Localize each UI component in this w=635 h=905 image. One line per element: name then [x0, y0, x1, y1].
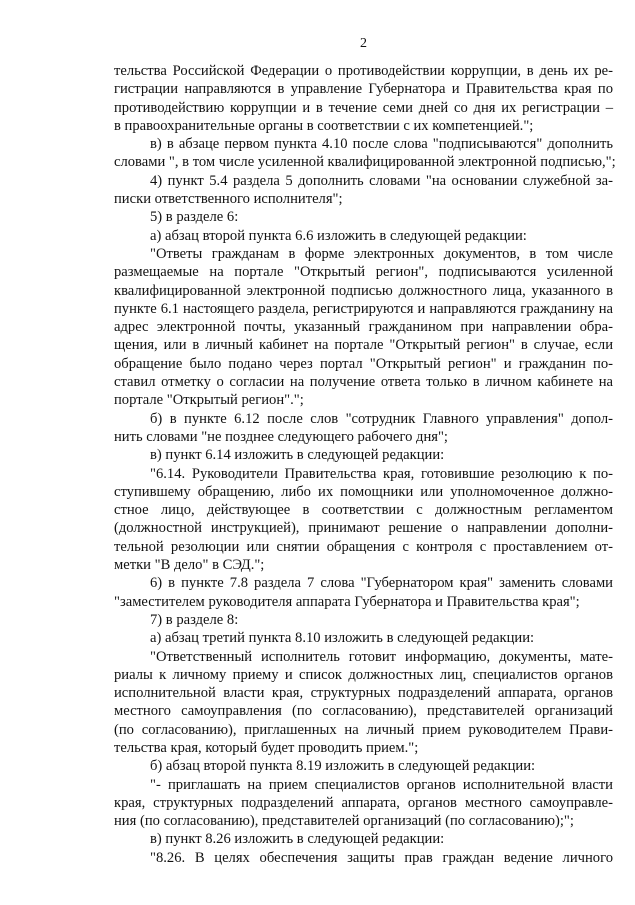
text-line: в правоохранительные органы в соответствии с их компетенцией.";	[114, 117, 534, 134]
text-line: б) абзац второй пункта 8.19 изложить в следующей редакции:	[150, 758, 536, 775]
text-line: тельства края, который будет проводить прием.";	[114, 739, 419, 756]
text-line: обращение было подано через портал "Открытый регион" и гражданин по-	[114, 355, 613, 372]
text-line: стное лицо, действующее в соответствии с должностным регламентом	[114, 502, 613, 519]
text-line: размещаемые на портале "Открытый регион", подписываются усиленной	[114, 264, 613, 281]
text-line: квалифицированной электронной подписью должностного лица, указанного в	[114, 282, 613, 299]
text-line: адрес электронной почты, указанный гражданином при направлении обра-	[114, 319, 613, 336]
text-line: 6) в пункте 7.8 раздела 7 слова "Губернатором края" заменить словами	[150, 575, 613, 592]
text-line: ставил отметку о согласии на получение ответа только в личном кабинете на	[114, 374, 613, 391]
text-line: щения, или в личный кабинет на портале "Открытый регион" в случае, если	[114, 337, 613, 354]
page-number: 2	[360, 36, 367, 51]
text-line: гистрации направляются в управление Губернатора и Правительства края по	[114, 81, 613, 98]
text-line: (должностной инструкцией), принимают решение о направлении дополни-	[114, 520, 613, 537]
text-line: тельной резолюции или снятии обращения с контроля с проставлением от-	[114, 538, 613, 555]
text-line: местного самоуправления (по согласованию), представителей организаций	[114, 703, 613, 720]
text-line: б) в пункте 6.12 после слов "сотрудник Главного управления" допол-	[150, 410, 613, 427]
text-line: писки ответственного исполнителя";	[114, 191, 343, 208]
text-line: в) пункт 8.26 изложить в следующей редакции:	[150, 831, 445, 848]
text-line: портале "Открытый регион".";	[114, 392, 304, 409]
text-line: 5) в разделе 6:	[150, 209, 239, 226]
text-line: а) абзац третий пункта 8.10 изложить в следующей редакции:	[150, 630, 535, 647]
text-line: 4) пункт 5.4 раздела 5 дополнить словами "на основании служебной за-	[150, 172, 613, 189]
text-line: метки "В дело" в СЭД.";	[114, 557, 265, 574]
text-line: пункте 6.1 настоящего раздела, регистрируются и направляются гражданину на	[114, 300, 613, 317]
text-line: противодействию коррупции и в течение семи дней со дня их регистрации –	[114, 99, 613, 116]
text-line: "Ответственный исполнитель готовит информацию, документы, мате-	[150, 648, 613, 665]
text-line: ния (по согласованию), представителей организаций (по согласованию);";	[114, 813, 574, 830]
text-line: 7) в разделе 8:	[150, 611, 239, 628]
text-line: ступившему обращению, либо их помощники или уполномоченное должно-	[114, 483, 613, 500]
text-line: (по согласованию), приглашенных на личный прием руководителем Прави-	[114, 721, 613, 738]
text-line: "6.14. Руководители Правительства края, готовившие резолюцию к по-	[150, 465, 613, 482]
text-line: "заместителем руководителя аппарата Губернатора и Правительства края";	[114, 593, 580, 610]
text-line: "- приглашать на прием специалистов органов исполнительной власти	[150, 776, 613, 793]
text-line: края, структурных подразделений аппарата, органов местного самоуправле-	[114, 794, 613, 811]
text-line: "Ответы гражданам в форме электронных документов, в том числе	[150, 245, 613, 262]
text-line: тельства Российской Федерации о противодействии коррупции, в день их ре-	[114, 63, 613, 79]
text-line: в) в абзаце первом пункта 4.10 после слова "подписываются" дополнить	[150, 136, 613, 153]
text-line: "8.26. В целях обеспечения защиты прав граждан ведение личного	[150, 849, 613, 866]
text-line: а) абзац второй пункта 6.6 изложить в следующей редакции:	[150, 227, 527, 244]
text-line: в) пункт 6.14 изложить в следующей редакции:	[150, 447, 445, 464]
document-body	[114, 62, 616, 867]
text-line: нить словами "не позднее следующего рабочего дня";	[114, 428, 448, 445]
text-line: исполнительной власти края, структурных подразделений аппарата, органов	[114, 685, 613, 702]
text-line: риалы к личному приему и список должностных лиц, специалистов органов	[114, 666, 613, 683]
text-line: словами ", в том числе усиленной квалифицированной электронной подписью,";	[114, 154, 616, 171]
